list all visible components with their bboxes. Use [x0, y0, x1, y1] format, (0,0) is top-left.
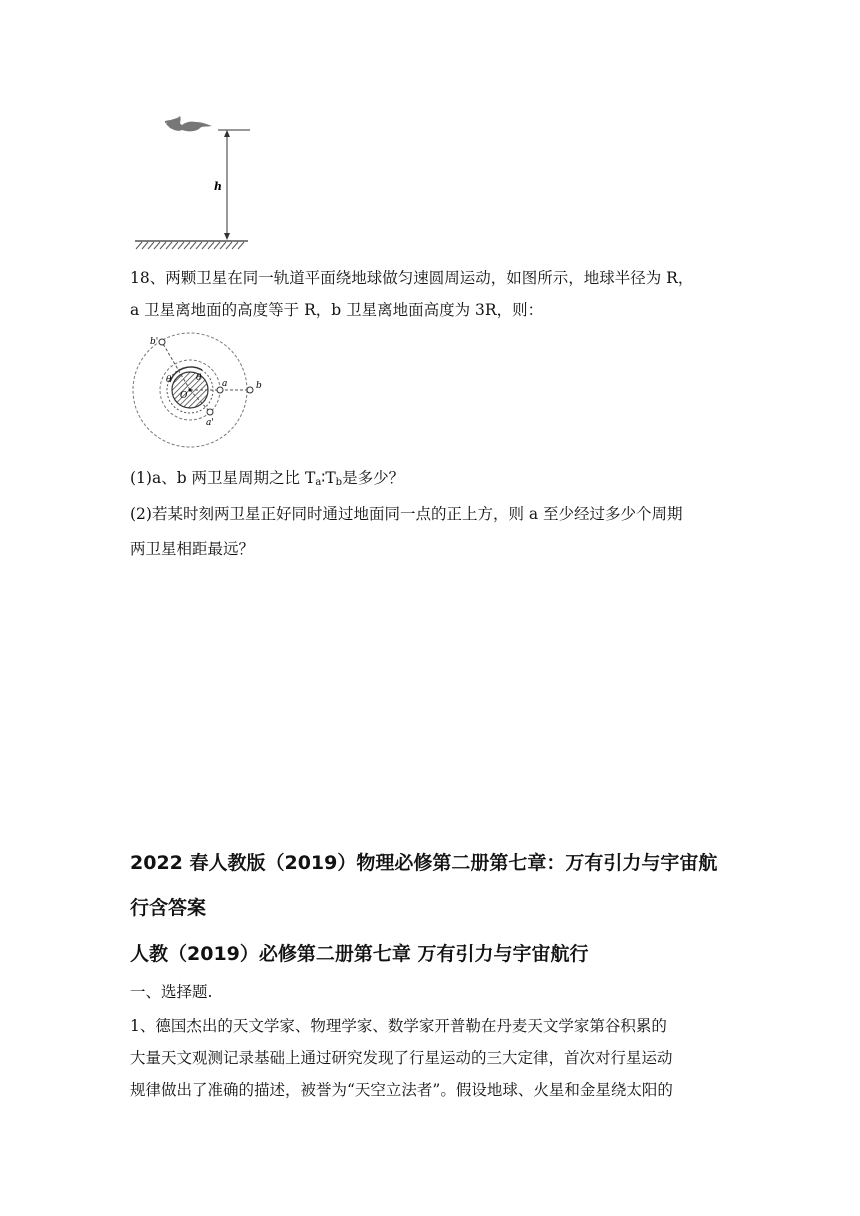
q18-part-1 [130, 466, 404, 488]
label-theta-inner: θ [196, 373, 202, 383]
q1-line-2: 大量天文观测记录基础上通过研究发现了行星运动的三大定律，首次对行星运动 [130, 1049, 673, 1067]
label-a: a [222, 379, 228, 389]
document-title-line-2: 行含答案 [130, 897, 207, 919]
q18-line-2: a 卫星离地面的高度等于 R，b 卫星离地面高度为 3R，则： [130, 301, 544, 319]
document-subtitle: 人教（2019）必修第二册第七章 万有引力与宇宙航行 [130, 943, 589, 965]
q1-line-1: 1、德国杰出的天文学家、物理学家、数学家开普勒在丹麦天文学家第谷积累的 [130, 1017, 667, 1035]
orbit-diagram [130, 330, 270, 460]
part1-mid: ∶T [321, 469, 336, 487]
label-center: O [180, 391, 188, 401]
q18-part-2-line-2: 两卫星相距最远？ [130, 540, 255, 558]
bird-icon [165, 116, 212, 131]
part1-sub-b: b [335, 477, 343, 488]
satellite-a-prime [207, 409, 213, 415]
q18-line-1: 18、两颗卫星在同一轨道平面绕地球做匀速圆周运动，如图所示，地球半径为 R， [130, 269, 694, 287]
q1-line-3: 规律做出了准确的描述，被誉为“天空立法者”。假设地球、火星和金星绕太阳的 [130, 1081, 673, 1099]
part1-sub-a: a [315, 477, 322, 488]
document-title-line-1: 2022 春人教版（2019）物理必修第二册第七章：万有引力与宇宙航 [130, 852, 718, 874]
section-label: 一、选择题. [130, 983, 213, 1001]
satellite-b [247, 387, 253, 393]
satellite-b-prime [159, 339, 165, 345]
label-a-prime: a' [206, 418, 214, 428]
height-diagram [130, 110, 260, 255]
label-b-prime: b' [150, 337, 159, 347]
part1-suffix: 是多少？ [342, 469, 405, 487]
label-b: b [256, 381, 262, 391]
q18-part-2-line-1: (2)若某时刻两卫星正好同时通过地面同一点的正上方，则 a 至少经过多少个周期 [130, 505, 683, 523]
height-label: h [214, 180, 222, 193]
part1-prefix: (1)a、b 两卫星周期之比 T [130, 469, 316, 487]
label-theta-outer: θ [166, 375, 172, 385]
